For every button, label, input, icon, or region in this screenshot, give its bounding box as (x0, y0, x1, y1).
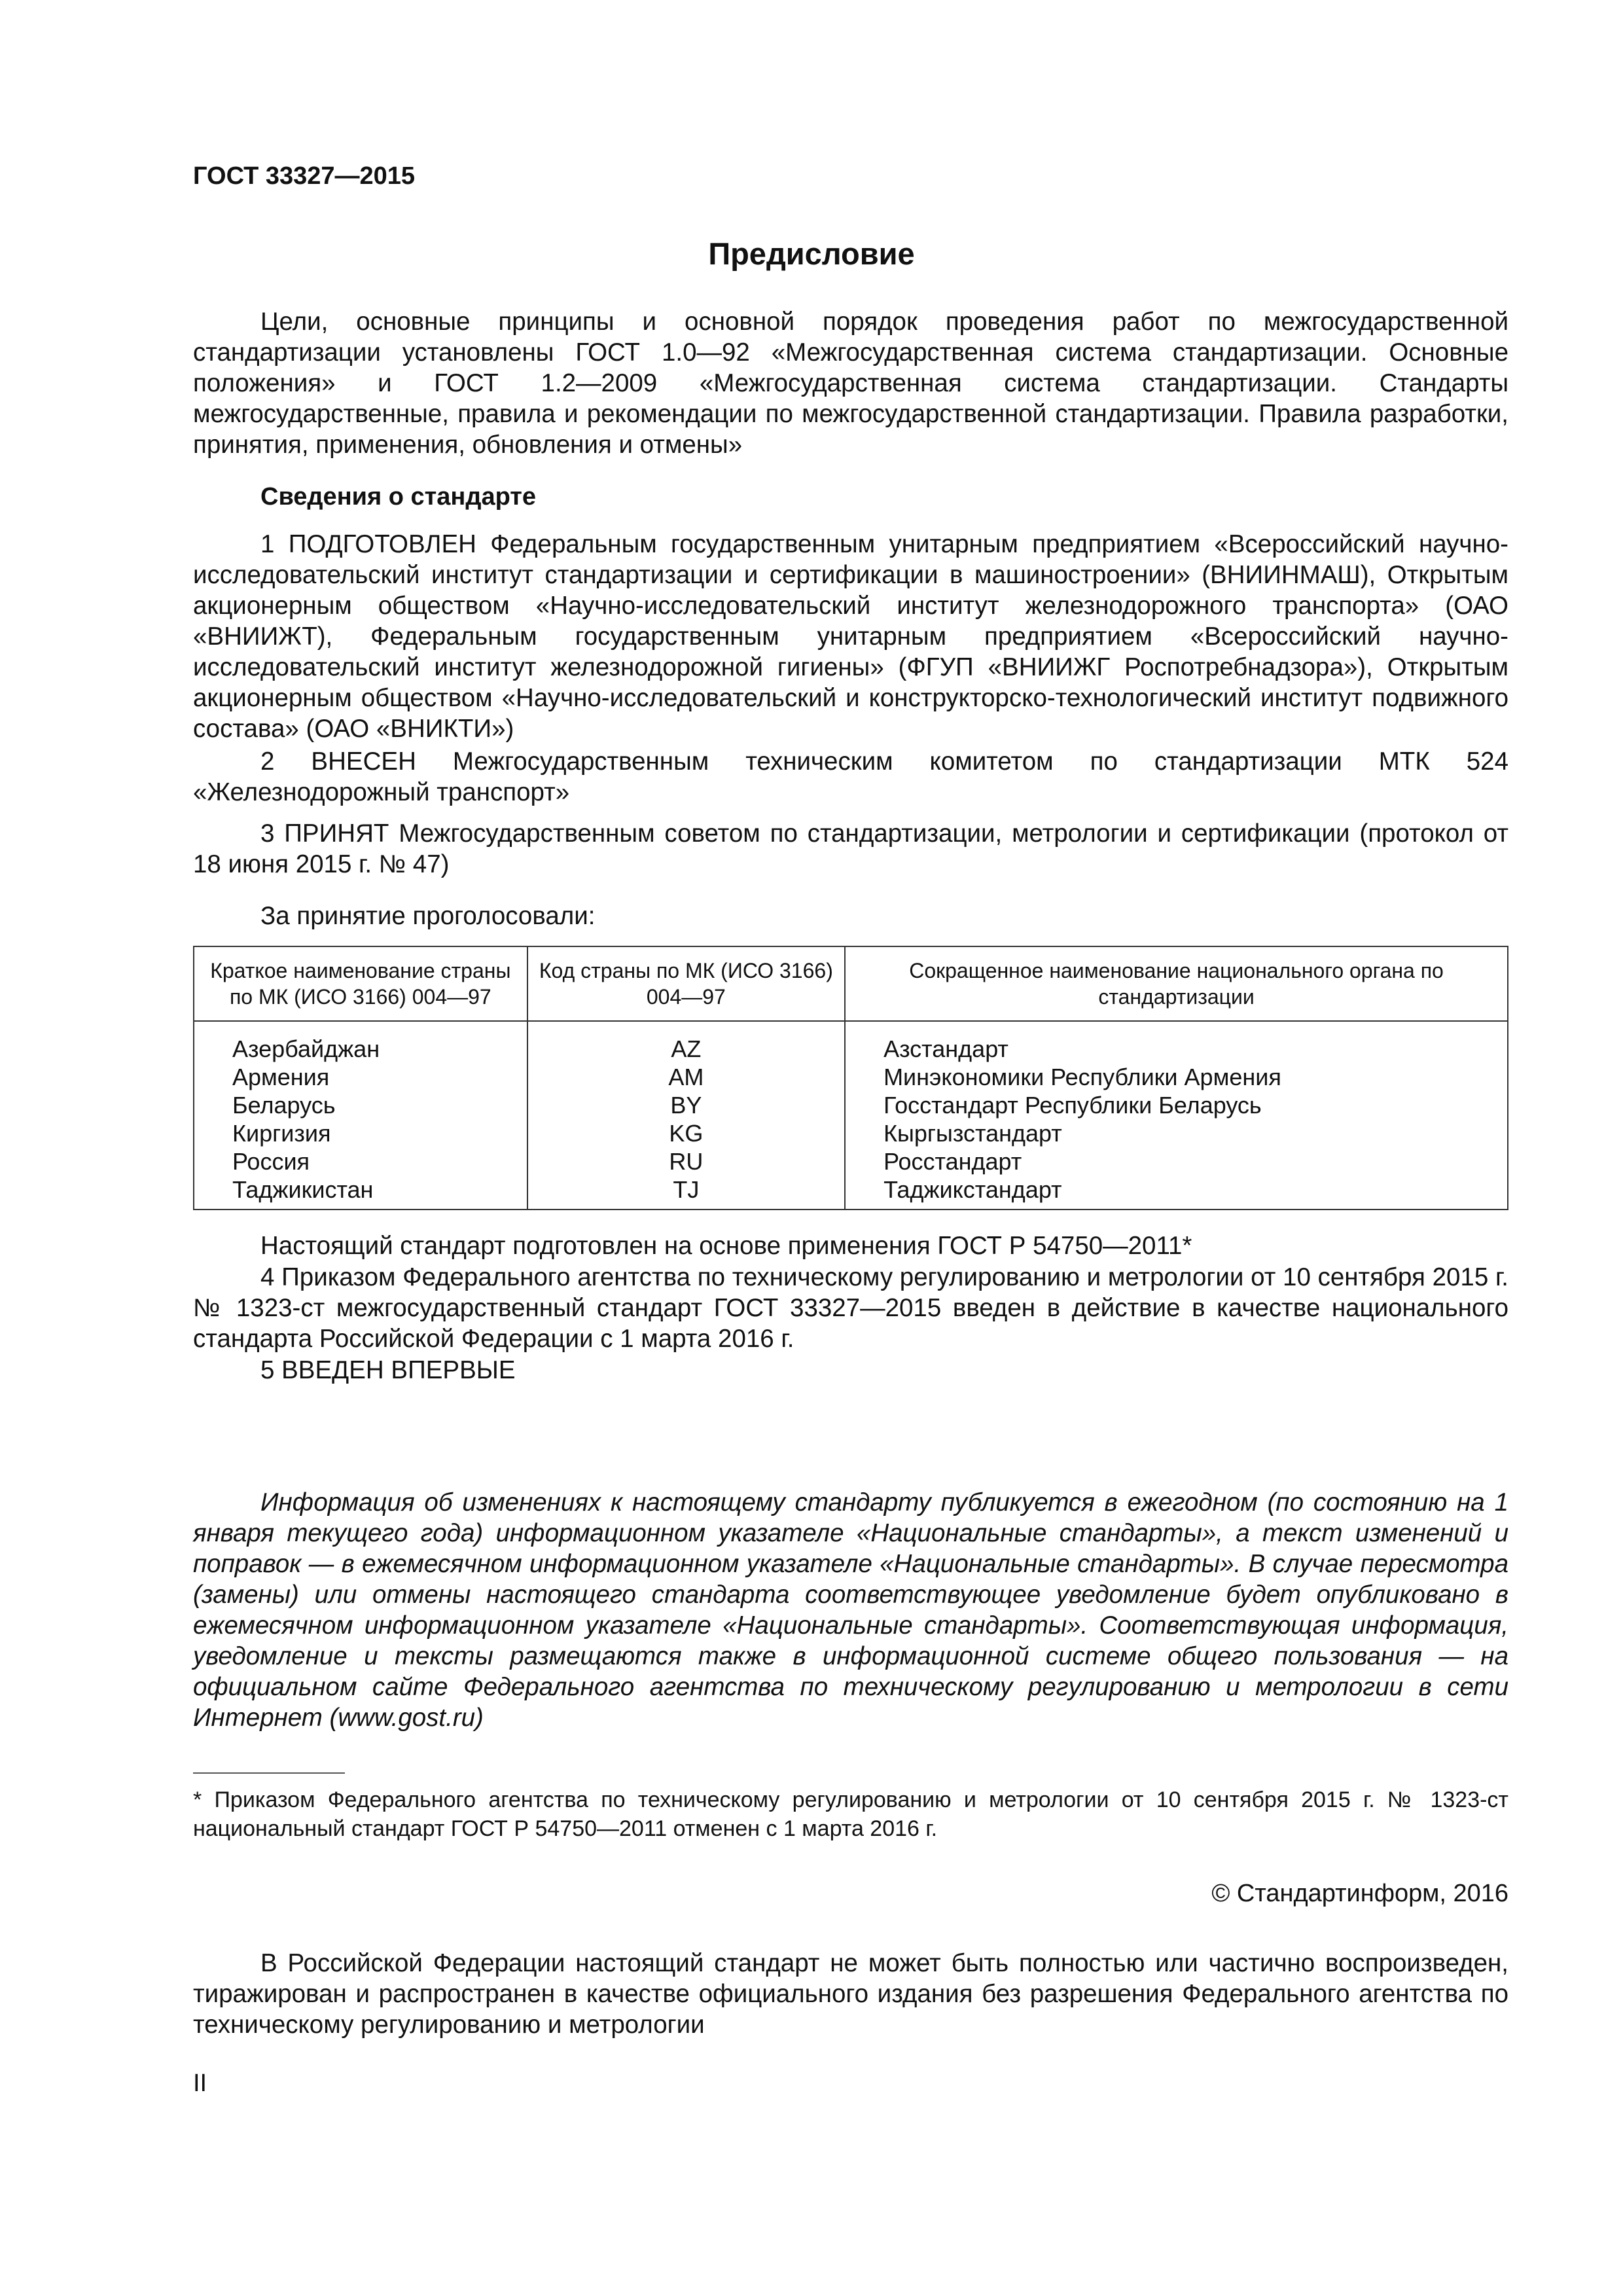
country-cell: Беларусь (194, 1091, 527, 1119)
basis-text: Настоящий стандарт подготовлен на основе применения ГОСТ Р 54750—2011* (260, 1232, 1192, 1260)
page-title: Предисловие (708, 236, 915, 271)
table-header: Краткое наименование страны по МК (ИСО 3166) 004—97 (194, 946, 527, 1021)
item-5 (193, 1355, 1508, 1386)
item-1 (193, 529, 1508, 744)
item-3-text: 3 ПРИНЯТ Межгосударственным советом по стандартизации, метрологии и сертификации (протокол от 18 июня 2015 г. № 47) (193, 819, 1508, 878)
body-cell: Азстандарт (845, 1021, 1508, 1063)
body-cell: Госстандарт Республики Беларусь (845, 1091, 1508, 1119)
body-cell: Кыргызстандарт (845, 1119, 1508, 1147)
footnote-text: * Приказом Федерального агентства по техническому регулированию и метрологии от 10 сентября 2015 г. № 1323-ст национальный стандарт ГОСТ Р 54750—2011 отменен с 1 марта 2016 г. (193, 1787, 1508, 1841)
item-1-text: 1 ПОДГОТОВЛЕН Федеральным государственным унитарным предприятием «Всероссийский научно-исследовательский институт стандартизации и сертификации в машиностроении» (ВНИИНМАШ), Открытым акционерным обществом «Научно-исследовательский институт железнодорожного транспорта» (ОАО «ВНИИЖТ), Федеральным государственным унитарным предприятием «Всероссийский научно-исследовательский институт железнодорожной гигиены» (ФГУП «ВНИИЖГ Роспотребнадзора»), Открытым акционерным обществом «Научно-исследовательский и конструкторско-технологический институт подвижного состава» (ОАО «ВНИКТИ») (193, 530, 1508, 743)
vote-intro (193, 901, 1508, 931)
item-2-text: 2 ВНЕСЕН Межгосударственным техническим комитетом по стандартизации МТК 524 «Железнодорожный транспорт» (193, 747, 1508, 806)
item-3 (193, 818, 1508, 880)
country-cell: Азербайджан (194, 1021, 527, 1063)
info-note (193, 1487, 1508, 1733)
basis-paragraph (193, 1230, 1508, 1261)
code-cell: TJ (527, 1175, 845, 1210)
vote-intro-text: За принятие проголосовали: (260, 902, 596, 930)
info-note-text: Информация об изменениях к настоящему стандарту публикуется в ежегодном (по состоянию на 1 января текущего года) информационном указателе «Национальные стандарты», а текст изменений и поправок — в ежемесячном информационном указателе «Национальные стандарты». В случае пересмотра (замены) или отмены настоящего стандарта соответствующее уведомление будет опубликовано в ежемесячном информационном указателе «Национальные стандарты». Соответствующая информация, уведомление и тексты размещаются также в информационной системе общего пользования — на официальном сайте Федерального агентства по техническому регулированию и метрологии в сети Интернет (www.gost.ru) (193, 1488, 1508, 1732)
table-row (194, 1119, 1508, 1147)
code-cell: AM (527, 1063, 845, 1091)
page-number: II (193, 2070, 207, 2097)
code-cell: KG (527, 1119, 845, 1147)
rights-text: В Российской Федерации настоящий стандарт не может быть полностью или частично воспроизведен, тиражирован и распространен в качестве официального издания без разрешения Федерального агентства по техническому регулированию и метрологии (193, 1949, 1508, 2039)
item-4 (193, 1262, 1508, 1354)
table-row (194, 1091, 1508, 1119)
country-cell: Россия (194, 1147, 527, 1175)
code-cell: BY (527, 1091, 845, 1119)
voting-table (193, 946, 1508, 1210)
table-header: Код страны по МК (ИСО 3166) 004—97 (527, 946, 845, 1021)
country-cell: Таджикистан (194, 1175, 527, 1210)
copyright: © Стандартинформ, 2016 (1211, 1880, 1508, 1907)
table-row (194, 1063, 1508, 1091)
item-4-text: 4 Приказом Федерального агентства по техническому регулированию и метрологии от 10 сентября 2015 г. № 1323-ст межгосударственный стандарт ГОСТ 33327—2015 введен в действие в качестве национального стандарта Российской Федерации с 1 марта 2016 г. (193, 1263, 1508, 1353)
item-2 (193, 746, 1508, 808)
footnote-divider (193, 1772, 345, 1774)
intro-text: Цели, основные принципы и основной порядок проведения работ по межгосударственной стандартизации установлены ГОСТ 1.0—92 «Межгосударственная система стандартизации. Основные положения» и ГОСТ 1.2—2009 «Межгосударственная система стандартизации. Стандарты межгосударственные, правила и рекомендации по межгосударственной стандартизации. Правила разработки, принятия, применения, обновления и отмены» (193, 308, 1508, 459)
table-row (194, 1175, 1508, 1210)
body-cell: Минэкономики Республики Армения (845, 1063, 1508, 1091)
rights-notice (193, 1948, 1508, 2040)
code-cell: RU (527, 1147, 845, 1175)
item-5-text: 5 ВВЕДЕН ВПЕРВЫЕ (260, 1356, 516, 1384)
table-row (194, 1147, 1508, 1175)
code-cell: AZ (527, 1021, 845, 1063)
country-cell: Киргизия (194, 1119, 527, 1147)
section-heading: Сведения о стандарте (260, 483, 537, 511)
table-header: Сокращенное наименование национального органа по стандартизации (845, 946, 1508, 1021)
body-cell: Росстандарт (845, 1147, 1508, 1175)
intro-paragraph (193, 306, 1508, 460)
country-cell: Армения (194, 1063, 527, 1091)
table-header-row (194, 946, 1508, 1021)
document-id: ГОСТ 33327—2015 (193, 162, 416, 190)
body-cell: Таджикстандарт (845, 1175, 1508, 1210)
footnote (193, 1785, 1508, 1843)
table-row (194, 1021, 1508, 1063)
